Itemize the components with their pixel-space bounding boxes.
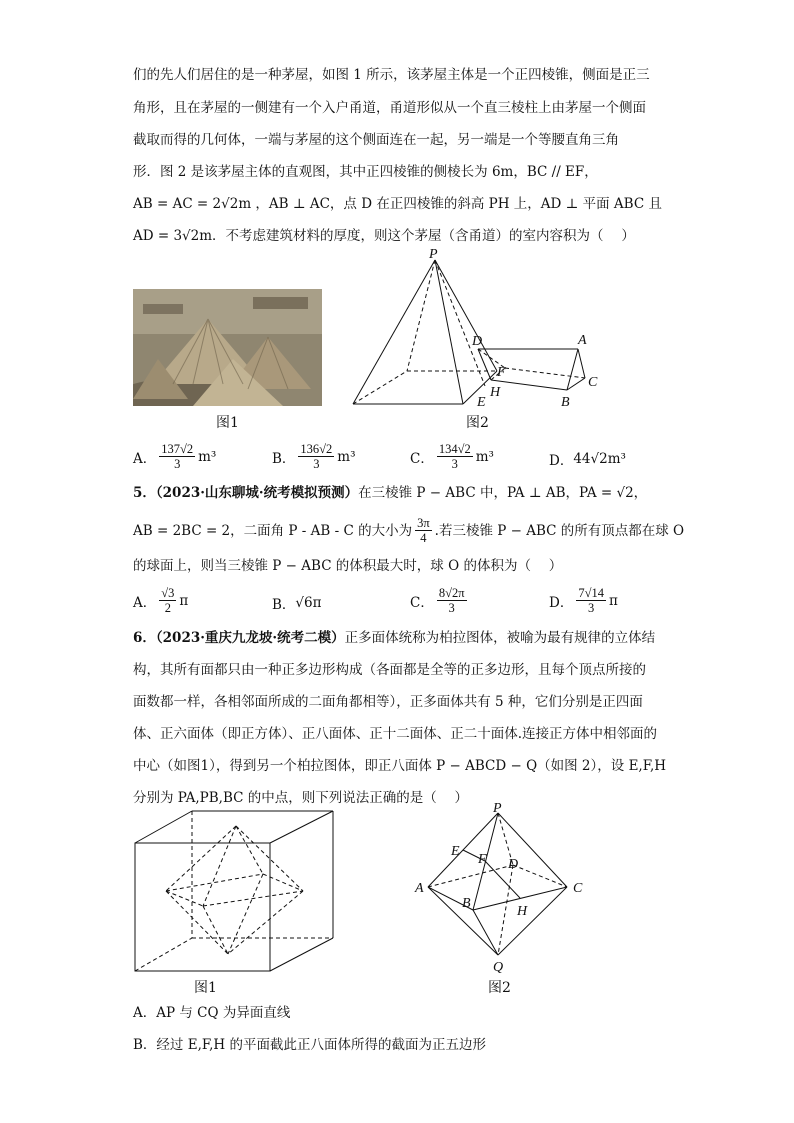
q6-fig1-caption: 图1 [194, 980, 217, 996]
q5-option-c[interactable] [410, 586, 470, 615]
unit: π [179, 592, 189, 609]
unit: m³ [198, 448, 217, 465]
label-E: E [451, 844, 460, 859]
label-F: F [497, 365, 506, 380]
fraction: $\frac{136√2}{3}$ [300, 442, 333, 471]
question-number: 5． [133, 485, 156, 501]
q5-text: 在三棱锥 P − ABC 中，PA ⊥ AB，PA = √2， [358, 485, 648, 501]
option-letter: B． [272, 450, 296, 467]
q4-text-line-5: AB = AC = 2√2m ，AB ⊥ AC，点 D 在正四棱锥的斜高 PH 上，AD ⊥ 平面 ABC 且 [133, 196, 662, 212]
label-C: C [573, 881, 583, 896]
q4-fig1-caption: 图1 [216, 415, 239, 431]
q4-option-d[interactable] [549, 449, 626, 469]
label-P: P [429, 248, 438, 262]
label-E: E [477, 395, 486, 410]
q4-text-line-4: 形．图 2 是该茅屋主体的直观图，其中正四棱锥的侧棱长为 6m，BC // EF， [133, 164, 598, 180]
q4-option-b[interactable] [272, 442, 356, 471]
q4-text-line-6: AD = 3√2m．不考虑建筑材料的厚度，则这个茅屋（含甬道）的室内容积为（ ） [133, 228, 635, 244]
option-letter: B． [272, 597, 296, 613]
option-text: √6π [295, 595, 322, 611]
label-A: A [578, 333, 587, 348]
q6-option-a[interactable]: A．AP 与 CQ 为异面直线 [133, 1005, 291, 1021]
q5-line-3: 的球面上，则当三棱锥 P − ABC 的体积最大时，球 O 的体积为（ ） [133, 558, 563, 574]
q6-text: 正多面体统称为柏拉图体，被喻为最有规律的立体结 [344, 630, 656, 646]
q6-option-b[interactable]: B．经过 E,F,H 的平面截此正八面体所得的截面为正五边形 [133, 1037, 486, 1053]
q6-line-1 [133, 629, 655, 647]
q5-line-1 [133, 484, 647, 502]
q5-option-b[interactable] [272, 593, 322, 613]
q5-option-a[interactable] [133, 586, 188, 615]
question-source: （2023·山东聊城·统考模拟预测） [155, 485, 359, 501]
q5-text: .若三棱锥 P − ABC 的所有顶点都在球 O [434, 522, 685, 539]
question-number: 6． [133, 630, 156, 646]
q4-fig2-caption: 图2 [466, 415, 489, 431]
q4-option-a[interactable] [133, 442, 216, 471]
q6-line-3: 面数都一样，各相邻面所成的二面角都相等），正多面体共有 5 种，它们分别是正四面 [133, 694, 643, 710]
thatched-hut-photo [133, 289, 322, 406]
label-A: A [415, 881, 424, 896]
option-letter: D． [549, 453, 574, 469]
unit: m³ [475, 448, 494, 465]
label-H: H [490, 385, 501, 400]
pyramid-tunnel-diagram [345, 248, 610, 420]
q6-line-6: 分别为 PA,PB,BC 的中点，则下列说法正确的是（ ） [133, 790, 469, 806]
label-F: F [478, 852, 487, 867]
q6-line-2: 构，其所有面都只由一种正多边形构成（各面都是全等的正多边形，且每个顶点所接的 [133, 662, 646, 678]
option-letter: A． [133, 594, 157, 611]
cube-octahedron-diagram [128, 806, 343, 976]
fraction: $\frac{7√14}{3}$ [578, 586, 604, 615]
q4-option-c[interactable] [410, 442, 494, 471]
label-H: H [517, 904, 528, 919]
q5-text: AB = 2BC = 2，二面角 P - AB - C 的大小为 [133, 522, 413, 539]
q6-line-4: 体、正六面体（即正方体）、正八面体、正十二面体、正二十面体.连接正方体中相邻面的 [133, 726, 658, 742]
q4-text-line-3: 截取而得的几何体，一端与茅屋的这个侧面连在一起，另一端是一个等腰直角三角 [133, 132, 619, 148]
q6-fig2-caption: 图2 [488, 980, 511, 996]
label-B: B [561, 395, 570, 410]
label-D: D [472, 334, 483, 349]
question-source: （2023·重庆九龙坡·统考二模） [155, 630, 345, 646]
fraction: $\frac{√3}{2}$ [161, 586, 175, 615]
option-letter: D． [549, 594, 574, 611]
octahedron-diagram [410, 803, 595, 975]
option-letter: C． [410, 594, 434, 611]
q4-text-line-1: 们的先人们居住的是一种茅屋，如图 1 所示，该茅屋主体是一个正四棱锥，侧面是正三 [133, 67, 650, 83]
q4-text-line-2: 角形，且在茅屋的一侧建有一个入户甬道，甬道形似从一个直三棱柱上由茅屋一个侧面 [133, 100, 646, 116]
label-C: C [588, 375, 598, 390]
fraction: $\frac{134√2}{3}$ [438, 442, 471, 471]
label-P: P [493, 803, 502, 816]
fraction: $\frac{8√2\pi}{3}$ [438, 586, 465, 615]
fraction: $\frac{3\pi}{4}$ [417, 516, 430, 545]
unit: π [608, 592, 618, 609]
q6-line-5: 中心（如图1），得到另一个柏拉图体，即正八面体 P − ABCD − Q（如图 2），设 E,F,H [133, 758, 667, 774]
label-B: B [462, 896, 471, 911]
label-Q: Q [493, 960, 504, 975]
option-text: 44√2m³ [573, 451, 626, 467]
unit: m³ [337, 448, 356, 465]
option-letter: C． [410, 450, 434, 467]
q5-line-2 [133, 516, 684, 545]
fraction: $\frac{137√2}{3}$ [161, 442, 194, 471]
label-D: D [508, 857, 519, 872]
q5-option-d[interactable] [549, 586, 618, 615]
option-letter: A． [133, 450, 157, 467]
